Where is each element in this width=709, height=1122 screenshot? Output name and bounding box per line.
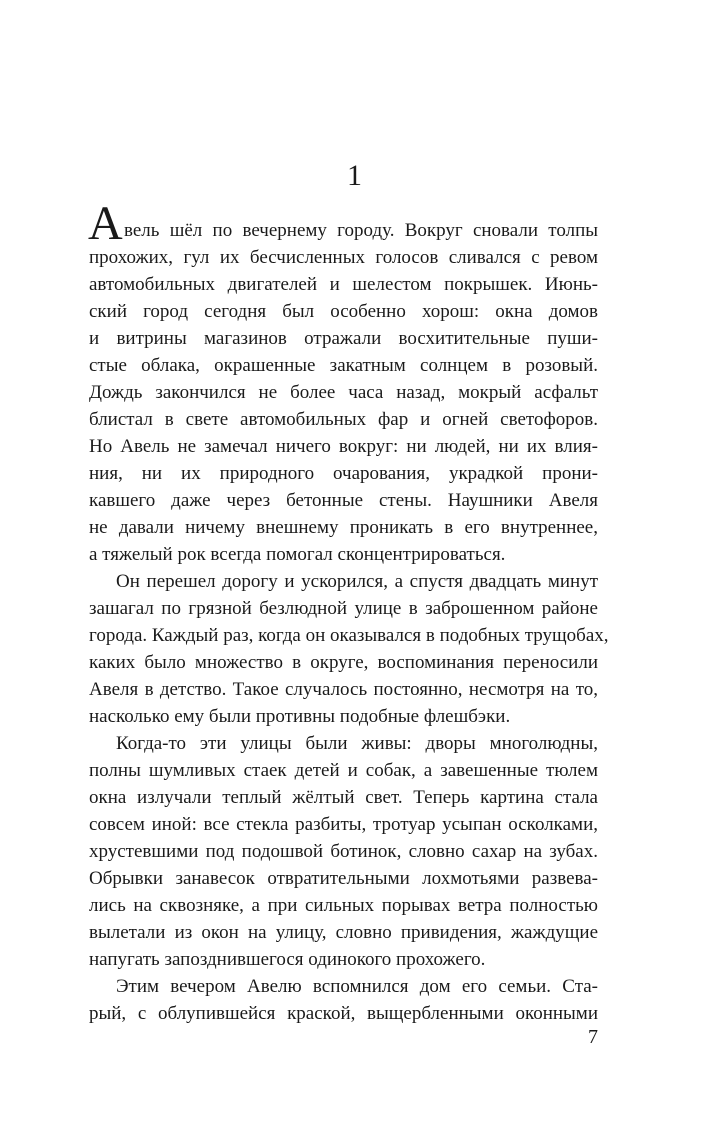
text-line: не давали ничему внешнему проникать в его внутреннее, xyxy=(89,517,598,538)
text-line: совсем иной: все стекла разбиты, тротуар усыпан осколками, xyxy=(89,814,598,835)
chapter-number: 1 xyxy=(347,159,362,192)
text-line: а тяжелый рок всегда помогал сконцентрироваться. xyxy=(89,544,506,565)
text-line: каких было множество в округе, воспоминания переносили xyxy=(89,652,598,673)
text-line: вылетали из окон на улицу, словно привидения, жаждущие xyxy=(89,922,598,943)
text-line: Но Авель не замечал ничего вокруг: ни людей, ни их влия- xyxy=(89,436,598,457)
text-line: и витрины магазинов отражали восхитительные пуши- xyxy=(89,328,598,349)
text-line: полны шумливых стаек детей и собак, а завешенные тюлем xyxy=(89,760,598,781)
text-line: хрустевшими под подошвой ботинок, словно сахар на зубах. xyxy=(89,841,598,862)
text-line: Обрывки занавесок отвратительными лохмотьями развева- xyxy=(89,868,598,889)
text-line: насколько ему были противны подобные флешбэки. xyxy=(89,706,511,727)
text-line: Этим вечером Авелю вспомнился дом его семьи. Ста- xyxy=(116,976,598,997)
text-line: зашагал по грязной безлюдной улице в заброшенном районе xyxy=(89,598,598,619)
text-line: стые облака, окрашенные закатным солнцем в розовый. xyxy=(89,355,598,376)
text-line: блистал в свете автомобильных фар и огней светофоров. xyxy=(89,409,598,430)
text-line: Когда-то эти улицы были живы: дворы многолюдны, xyxy=(116,733,598,754)
text-line: вель шёл по вечернему городу. Вокруг сновали толпы xyxy=(124,220,598,241)
text-line: напугать запозднившегося одинокого прохожего. xyxy=(89,949,486,970)
text-line: кавшего даже через бетонные стены. Наушники Авеля xyxy=(89,490,598,511)
text-line: ния, ни их природного очарования, украдкой прони- xyxy=(89,463,598,484)
text-line: Он перешел дорогу и ускорился, а спустя двадцать минут xyxy=(116,571,598,592)
drop-cap: А xyxy=(88,197,123,250)
text-line: города. Каждый раз, когда он оказывался в подобных трущобах, xyxy=(89,625,609,646)
text-line: ский город сегодня был особенно хорош: окна домов xyxy=(89,301,598,322)
text-line: автомобильных двигателей и шелестом покрышек. Июнь- xyxy=(89,274,598,295)
text-line: рый, с облупившейся краской, выщербленными оконными xyxy=(89,1003,598,1024)
text-line: лись на сквозняке, а при сильных порывах ветра полностью xyxy=(89,895,598,916)
text-line: прохожих, гул их бесчисленных голосов сливался с ревом xyxy=(89,247,598,268)
text-line: Дождь закончился не более часа назад, мокрый асфальт xyxy=(89,382,598,403)
text-line: Авеля в детство. Такое случалось постоянно, несмотря на то, xyxy=(89,679,598,700)
page-number: 7 xyxy=(588,1026,598,1048)
text-line: окна излучали теплый жёлтый свет. Теперь картина стала xyxy=(89,787,598,808)
